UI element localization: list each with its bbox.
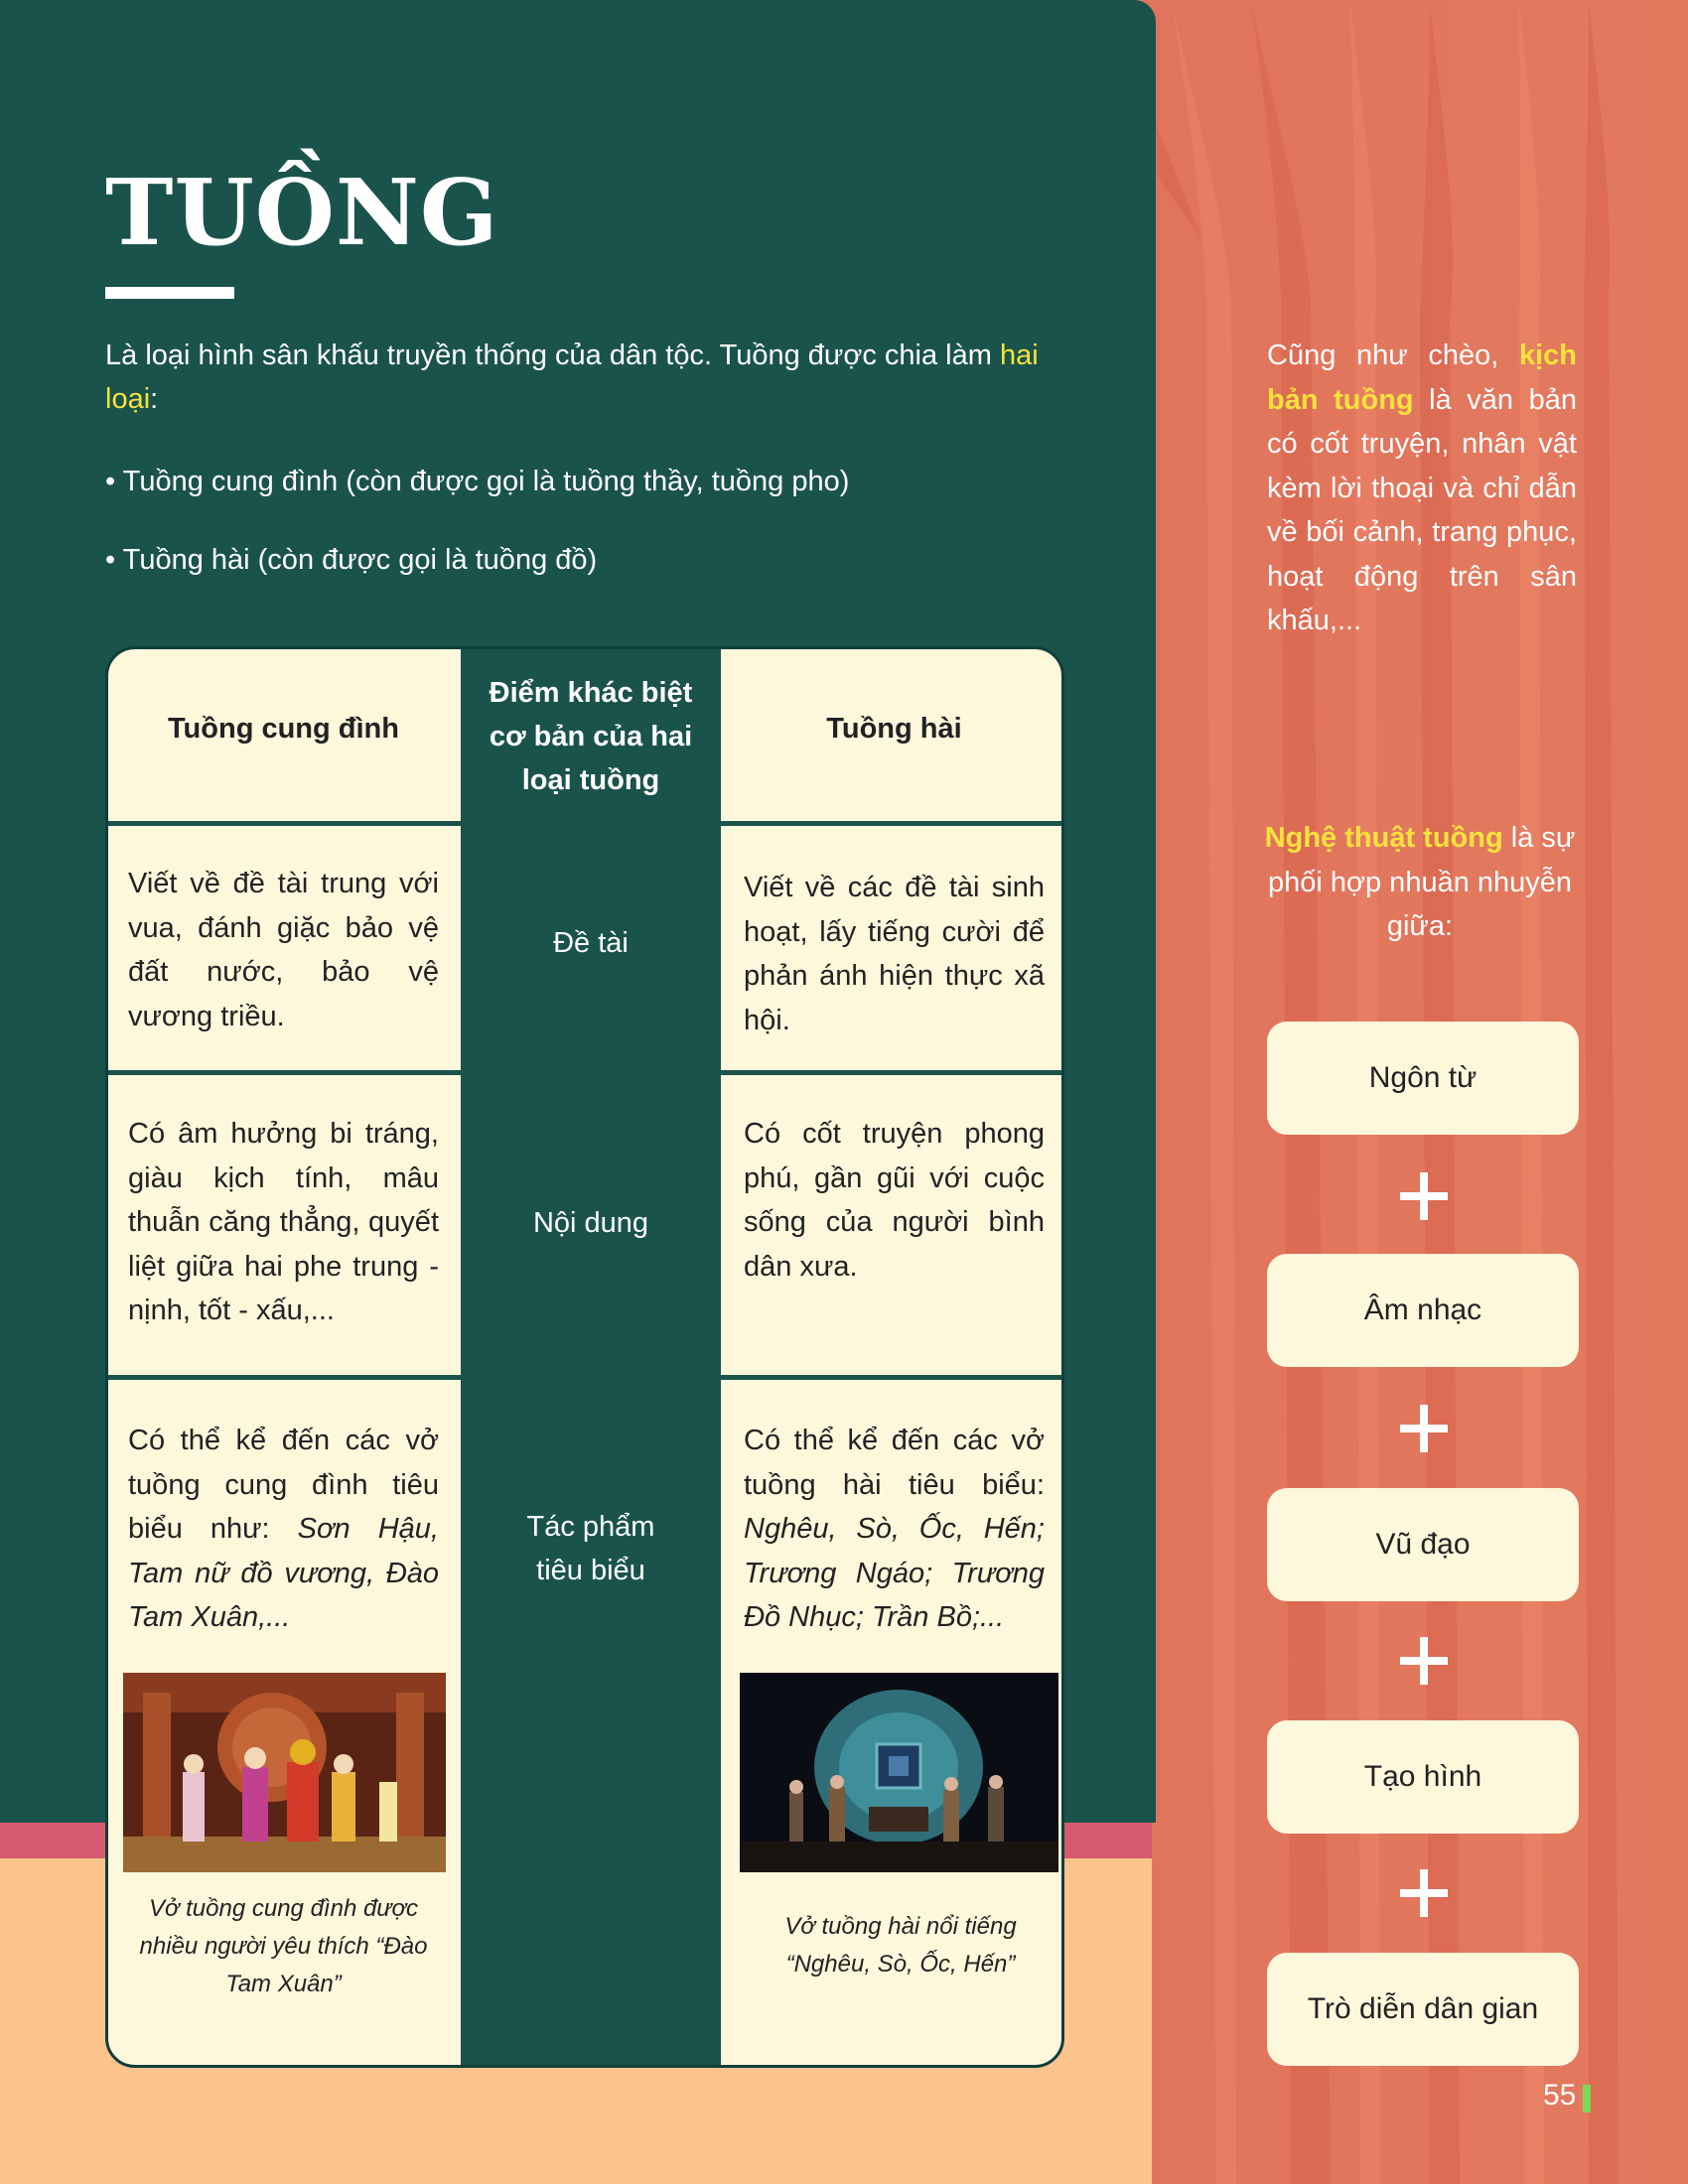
art-item-makeup: Tạo hình (1267, 1720, 1579, 1834)
row3-right: Có thể kể đến các vở tuồng hài tiêu biểu: Nghêu, Sò, Ốc, Hến; Trương Ngáo; Trương Đồ Nhục; Trần Bồ;... (744, 1425, 1045, 1633)
plus-icon (1394, 1631, 1454, 1691)
row-divider (108, 1375, 1061, 1380)
row1-middle: Đề tài (553, 927, 629, 959)
row1-left: Viết về đề tài trung với vua, đánh giặc bảo vệ đất nước, bảo vệ vương triều. (128, 868, 439, 1032)
art-intro: Nghệ thuật tuồng là sự phối hợp nhuần nhuyễn giữa: (1264, 822, 1576, 942)
bullet-court-tuong: • Tuồng cung đình (còn được gọi là tuồng thầy, tuồng pho) (105, 466, 850, 497)
intro-text: Là loại hình sân khấu truyền thống của dân tộc. Tuồng được chia làm hai loại: (105, 340, 1039, 415)
title-underline (105, 287, 234, 299)
middle-column-bg (461, 649, 721, 2065)
page-number-marker (1583, 2085, 1591, 2113)
row3-middle: Tác phẩm tiêu biểu (526, 1511, 655, 1586)
row2-left: Có âm hưởng bi tráng, giàu kịch tính, mâu thuẫn căng thẳng, quyết liệt giữa hai phe trung - nịnh, tốt - xấu,... (128, 1118, 439, 1326)
header-difference: Điểm khác biệt cơ bản của hai loại tuồng (489, 677, 693, 796)
art-item-music: Âm nhạc (1267, 1254, 1579, 1367)
court-photo-caption: Vở tuồng cung đình được nhiều người yêu thích “Đào Tam Xuân” (139, 1895, 428, 1997)
plus-icon (1394, 1863, 1454, 1923)
art-item-language: Ngôn từ (1267, 1022, 1579, 1135)
header-comic-tuong: Tuồng hài (826, 713, 962, 745)
header-court-tuong: Tuồng cung đình (167, 713, 399, 745)
art-item-dance: Vũ đạo (1267, 1488, 1579, 1601)
intro-highlight: hai loại (105, 340, 1039, 415)
plus-icon (1394, 1399, 1454, 1458)
art-item-folk-performance: Trò diễn dân gian (1267, 1953, 1579, 2066)
comparison-table (105, 646, 1064, 2068)
row1-right: Viết về các đề tài sinh hoạt, lấy tiếng cười để phản ánh hiện thực xã hội. (744, 872, 1045, 1036)
page-title: TUỒNG (105, 159, 499, 266)
row3-left: Có thể kể đến các vở tuồng cung đình tiêu biểu như: Sơn Hậu, Tam nữ đồ vương, Đào Tam Xuân,... (128, 1425, 439, 1633)
row2-right: Có cốt truyện phong phú, gần gũi với cuộc sống của người bình dân xưa. (744, 1118, 1045, 1283)
court-tuong-photo (123, 1673, 446, 1872)
row-divider (108, 1070, 1061, 1075)
side-note: Cũng như chèo, kịch bản tuồng là văn bản có cốt truyện, nhân vật kèm lời thoại và chỉ dẫn về bối cảnh, trang phục, hoạt động trên sân khấu,... (1267, 340, 1577, 636)
comic-tuong-photo (740, 1673, 1058, 1872)
comic-photo-caption: Vở tuồng hài nổi tiếng “Nghêu, Sò, Ốc, Hến” (784, 1913, 1017, 1978)
row-divider (108, 821, 1061, 826)
page-number: 55 (1543, 2079, 1577, 2112)
row2-middle: Nội dung (532, 1207, 649, 1239)
plus-icon (1394, 1166, 1454, 1226)
bullet-comic-tuong: • Tuồng hài (còn được gọi là tuồng đồ) (105, 544, 598, 576)
